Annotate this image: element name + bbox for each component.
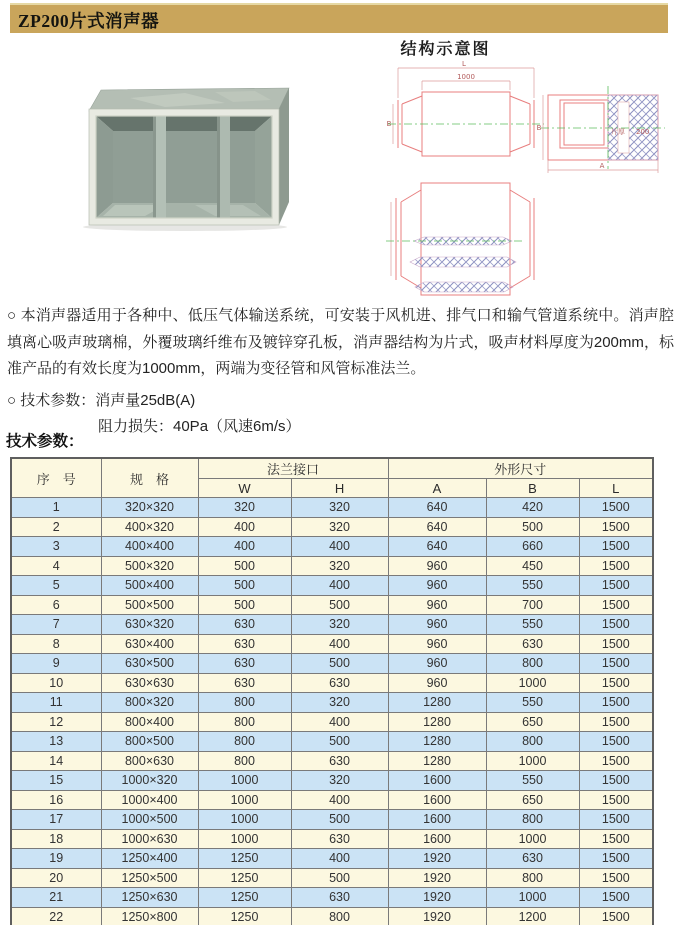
table-cell: 400 bbox=[291, 849, 388, 869]
table-cell: 15 bbox=[11, 771, 101, 791]
table-cell: 1500 bbox=[579, 517, 653, 537]
table-heading: 技术参数： bbox=[6, 433, 84, 450]
table-row bbox=[11, 810, 653, 830]
table-cell: 400 bbox=[291, 712, 388, 732]
table-cell: 800×500 bbox=[101, 732, 198, 752]
table-cell: 630×320 bbox=[101, 615, 198, 635]
table-cell: 1500 bbox=[579, 556, 653, 576]
dim-label-B-side: B bbox=[386, 120, 392, 128]
table-cell: 1500 bbox=[579, 888, 653, 908]
table-cell: 800 bbox=[486, 654, 579, 674]
table-cell: 500 bbox=[291, 654, 388, 674]
table-cell: 320 bbox=[291, 771, 388, 791]
col-header-no: 序 号 bbox=[11, 458, 101, 498]
diagram-title: 结构示意图 bbox=[400, 41, 491, 58]
table-cell: 1500 bbox=[579, 732, 653, 752]
table-cell: 11 bbox=[11, 693, 101, 713]
table-cell: 1250 bbox=[198, 907, 291, 925]
table-cell: 500×400 bbox=[101, 576, 198, 596]
table-row bbox=[11, 888, 653, 908]
table-cell: 640 bbox=[388, 537, 486, 557]
table-cell: 1500 bbox=[579, 615, 653, 635]
table-row bbox=[11, 693, 653, 713]
col-group-dims: 外形尺寸 bbox=[388, 458, 653, 479]
table-cell: 630×400 bbox=[101, 634, 198, 654]
table-cell: 1500 bbox=[579, 907, 653, 925]
diagram-cross-section bbox=[537, 86, 665, 173]
table-cell: 2 bbox=[11, 517, 101, 537]
table-cell: 22 bbox=[11, 907, 101, 925]
table-row bbox=[11, 556, 653, 576]
table-cell: 500 bbox=[291, 868, 388, 888]
structure-diagram bbox=[358, 58, 673, 303]
table-cell: 1500 bbox=[579, 751, 653, 771]
table-row bbox=[11, 595, 653, 615]
table-row bbox=[11, 829, 653, 849]
table-cell: 1200 bbox=[486, 907, 579, 925]
table-cell: 630 bbox=[486, 634, 579, 654]
table-row bbox=[11, 732, 653, 752]
table-row bbox=[11, 537, 653, 557]
product-photo-illustration bbox=[83, 88, 289, 231]
table-row bbox=[11, 654, 653, 674]
table-cell: 800 bbox=[291, 907, 388, 925]
table-cell: 500 bbox=[291, 732, 388, 752]
table-cell: 1000 bbox=[198, 771, 291, 791]
table-cell: 1000×500 bbox=[101, 810, 198, 830]
dim-label-A: A bbox=[599, 162, 605, 170]
table-cell: 1500 bbox=[579, 537, 653, 557]
table-row bbox=[11, 868, 653, 888]
table-cell: 800 bbox=[198, 732, 291, 752]
table-cell: 1920 bbox=[388, 888, 486, 908]
table-cell: 1600 bbox=[388, 790, 486, 810]
table-cell: 1000 bbox=[198, 810, 291, 830]
plate-thickness-label: 片厚 bbox=[611, 128, 625, 136]
table-cell: 1500 bbox=[579, 595, 653, 615]
table-cell: 1500 bbox=[579, 693, 653, 713]
table-cell: 1000 bbox=[486, 673, 579, 693]
table-cell: 500 bbox=[486, 517, 579, 537]
table-cell: 630 bbox=[291, 888, 388, 908]
table-cell: 320 bbox=[198, 498, 291, 518]
dim-label-1000: 1000 bbox=[457, 73, 475, 81]
table-cell: 3 bbox=[11, 537, 101, 557]
table-cell: 1500 bbox=[579, 673, 653, 693]
table-cell: 800 bbox=[486, 868, 579, 888]
dim-label-B-section: B bbox=[536, 124, 542, 132]
table-cell: 500 bbox=[198, 595, 291, 615]
table-cell: 320 bbox=[291, 556, 388, 576]
table-cell: 1500 bbox=[579, 576, 653, 596]
table-cell: 1250 bbox=[198, 868, 291, 888]
spec-table bbox=[10, 457, 654, 925]
table-cell: 1280 bbox=[388, 732, 486, 752]
product-photo bbox=[75, 84, 297, 232]
table-cell: 400 bbox=[291, 537, 388, 557]
table-cell: 1000 bbox=[198, 790, 291, 810]
table-cell: 1000 bbox=[486, 751, 579, 771]
table-cell: 1920 bbox=[388, 868, 486, 888]
dim-label-L: L bbox=[462, 60, 466, 68]
table-cell: 1250×500 bbox=[101, 868, 198, 888]
table-cell: 640 bbox=[388, 498, 486, 518]
table-cell: 660 bbox=[486, 537, 579, 557]
table-cell: 1250 bbox=[198, 849, 291, 869]
table-cell: 500 bbox=[291, 810, 388, 830]
table-cell: 500×320 bbox=[101, 556, 198, 576]
table-cell: 630 bbox=[486, 849, 579, 869]
table-header-row-1 bbox=[11, 458, 653, 479]
col-header-l: L bbox=[579, 479, 653, 498]
diagram-plan-view bbox=[386, 183, 534, 295]
table-cell: 800×630 bbox=[101, 751, 198, 771]
table-cell: 320 bbox=[291, 498, 388, 518]
col-header-spec: 规 格 bbox=[101, 458, 198, 498]
table-cell: 1250×400 bbox=[101, 849, 198, 869]
table-cell: 1500 bbox=[579, 849, 653, 869]
table-cell: 500 bbox=[198, 556, 291, 576]
table-cell: 1250×630 bbox=[101, 888, 198, 908]
table-cell: 800 bbox=[198, 712, 291, 732]
table-cell: 550 bbox=[486, 615, 579, 635]
table-cell: 630 bbox=[291, 751, 388, 771]
table-row bbox=[11, 517, 653, 537]
col-header-a: A bbox=[388, 479, 486, 498]
table-cell: 630×630 bbox=[101, 673, 198, 693]
table-cell: 420 bbox=[486, 498, 579, 518]
table-cell: 630 bbox=[291, 673, 388, 693]
table-row bbox=[11, 751, 653, 771]
table-row bbox=[11, 673, 653, 693]
table-cell: 1280 bbox=[388, 693, 486, 713]
table-row bbox=[11, 712, 653, 732]
table-row bbox=[11, 790, 653, 810]
table-cell: 12 bbox=[11, 712, 101, 732]
table-cell: 800 bbox=[486, 732, 579, 752]
table-cell: 14 bbox=[11, 751, 101, 771]
table-cell: 960 bbox=[388, 556, 486, 576]
table-cell: 400×320 bbox=[101, 517, 198, 537]
table-cell: 1500 bbox=[579, 712, 653, 732]
table-cell: 1600 bbox=[388, 829, 486, 849]
table-cell: 1500 bbox=[579, 829, 653, 849]
table-cell: 1280 bbox=[388, 712, 486, 732]
table-cell: 500×500 bbox=[101, 595, 198, 615]
table-cell: 1600 bbox=[388, 810, 486, 830]
table-row bbox=[11, 615, 653, 635]
table-cell: 1000×320 bbox=[101, 771, 198, 791]
table-cell: 320 bbox=[291, 693, 388, 713]
table-cell: 320 bbox=[291, 615, 388, 635]
table-cell: 21 bbox=[11, 888, 101, 908]
table-cell: 400 bbox=[291, 634, 388, 654]
table-cell: 7 bbox=[11, 615, 101, 635]
table-cell: 960 bbox=[388, 673, 486, 693]
table-cell: 13 bbox=[11, 732, 101, 752]
table-cell: 550 bbox=[486, 576, 579, 596]
table-cell: 1500 bbox=[579, 498, 653, 518]
table-cell: 1500 bbox=[579, 771, 653, 791]
table-cell: 650 bbox=[486, 712, 579, 732]
table-row bbox=[11, 576, 653, 596]
table-cell: 800×400 bbox=[101, 712, 198, 732]
table-cell: 800×320 bbox=[101, 693, 198, 713]
table-cell: 6 bbox=[11, 595, 101, 615]
table-cell: 550 bbox=[486, 771, 579, 791]
table-cell: 630 bbox=[198, 673, 291, 693]
table-cell: 960 bbox=[388, 654, 486, 674]
table-cell: 1000×400 bbox=[101, 790, 198, 810]
table-cell: 640 bbox=[388, 517, 486, 537]
table-cell: 700 bbox=[486, 595, 579, 615]
table-cell: 320×320 bbox=[101, 498, 198, 518]
table-cell: 960 bbox=[388, 634, 486, 654]
table-cell: 18 bbox=[11, 829, 101, 849]
col-group-flange: 法兰接口 bbox=[198, 458, 388, 479]
diagram-side-view bbox=[387, 60, 544, 156]
table-cell: 960 bbox=[388, 595, 486, 615]
table-cell: 800 bbox=[486, 810, 579, 830]
table-cell: 4 bbox=[11, 556, 101, 576]
table-cell: 16 bbox=[11, 790, 101, 810]
table-cell: 320 bbox=[291, 517, 388, 537]
table-cell: 10 bbox=[11, 673, 101, 693]
plate-thickness-value: 200 bbox=[636, 128, 650, 136]
col-header-h: H bbox=[291, 479, 388, 498]
table-cell: 500 bbox=[291, 595, 388, 615]
table-cell: 8 bbox=[11, 634, 101, 654]
table-row bbox=[11, 498, 653, 518]
col-header-b: B bbox=[486, 479, 579, 498]
table-cell: 1920 bbox=[388, 849, 486, 869]
table-cell: 400 bbox=[198, 537, 291, 557]
title-bar bbox=[10, 3, 668, 33]
table-cell: 650 bbox=[486, 790, 579, 810]
table-cell: 400 bbox=[198, 517, 291, 537]
table-cell: 1250 bbox=[198, 888, 291, 908]
table-cell: 1000×630 bbox=[101, 829, 198, 849]
table-cell: 1000 bbox=[198, 829, 291, 849]
table-cell: 400 bbox=[291, 576, 388, 596]
table-cell: 960 bbox=[388, 576, 486, 596]
table-cell: 1000 bbox=[486, 888, 579, 908]
table-row bbox=[11, 634, 653, 654]
table-cell: 1500 bbox=[579, 868, 653, 888]
table-cell: 1500 bbox=[579, 654, 653, 674]
table-cell: 1500 bbox=[579, 810, 653, 830]
table-cell: 1500 bbox=[579, 634, 653, 654]
table-cell: 1 bbox=[11, 498, 101, 518]
table-cell: 550 bbox=[486, 693, 579, 713]
table-cell: 630 bbox=[198, 615, 291, 635]
table-cell: 9 bbox=[11, 654, 101, 674]
table-cell: 630×500 bbox=[101, 654, 198, 674]
table-cell: 960 bbox=[388, 615, 486, 635]
table-cell: 1600 bbox=[388, 771, 486, 791]
table-cell: 630 bbox=[291, 829, 388, 849]
table-cell: 1000 bbox=[486, 829, 579, 849]
table-cell: 1250×800 bbox=[101, 907, 198, 925]
table-cell: 400×400 bbox=[101, 537, 198, 557]
table-row bbox=[11, 771, 653, 791]
table-cell: 400 bbox=[291, 790, 388, 810]
table-cell: 1500 bbox=[579, 790, 653, 810]
table-cell: 17 bbox=[11, 810, 101, 830]
table-cell: 630 bbox=[198, 654, 291, 674]
page-title: ZP200片式消声器 bbox=[18, 11, 160, 31]
table-cell: 630 bbox=[198, 634, 291, 654]
table-row bbox=[11, 907, 653, 925]
tech-spec-line1: ○ 技术参数：消声量25dB(A) bbox=[7, 392, 196, 409]
table-cell: 1920 bbox=[388, 907, 486, 925]
table-row bbox=[11, 849, 653, 869]
table-cell: 800 bbox=[198, 693, 291, 713]
col-header-w: W bbox=[198, 479, 291, 498]
table-cell: 800 bbox=[198, 751, 291, 771]
table-cell: 1280 bbox=[388, 751, 486, 771]
description-paragraph: ○ 本消声器适用于各种中、低压气体输送系统，可安装于风机进、排气口和输气管道系统中。消声腔填离心吸声玻璃棉，外覆玻璃纤维布及镀锌穿孔板，消声器结构为片式，吸声材料厚度为200mm，标准产品的有效长度为1000mm，两端为变径管和风管标准法兰。 bbox=[7, 307, 674, 377]
table-cell: 500 bbox=[198, 576, 291, 596]
spec-table-body bbox=[11, 498, 653, 925]
table-cell: 19 bbox=[11, 849, 101, 869]
table-cell: 5 bbox=[11, 576, 101, 596]
tech-spec-line2: 阻力损失：40Pa（风速6m/s） bbox=[98, 418, 301, 435]
table-cell: 20 bbox=[11, 868, 101, 888]
table-cell: 450 bbox=[486, 556, 579, 576]
